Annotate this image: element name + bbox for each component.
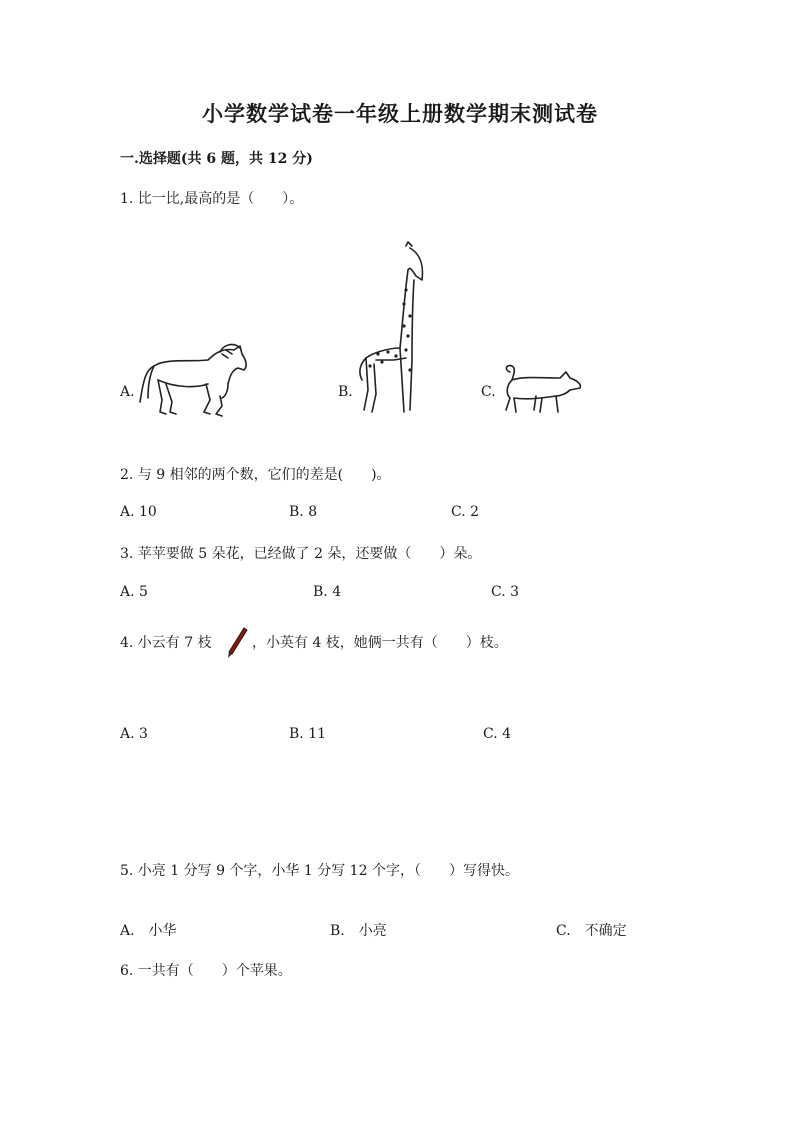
question-3-option-b: B. 4: [313, 584, 342, 600]
paper-title: 小学数学试卷一年级上册数学期末测试卷: [202, 101, 598, 126]
question-2-stem: 2. 与 9 相邻的两个数，它们的差是( )。: [120, 467, 391, 483]
question-4-stem-after: ，小英有 4 枝，她俩一共有（ ）枝。: [252, 635, 508, 651]
question-5-option-c: C. 不确定: [556, 923, 627, 939]
question-2-option-b: B. 8: [289, 504, 318, 520]
question-3-option-a: A. 5: [120, 584, 148, 600]
question-1-option-a-label: A.: [120, 384, 135, 400]
question-3-stem: 3. 苹苹要做 5 朵花，已经做了 2 朵，还要做（ ）朵。: [120, 546, 482, 562]
dog-drawing: [500, 364, 584, 420]
question-4-stem-before: 4. 小云有 7 枝: [120, 635, 212, 651]
question-4-option-a: A. 3: [120, 726, 148, 742]
question-5-stem: 5. 小亮 1 分写 9 个字，小华 1 分写 12 个字，（ ）写得快。: [120, 863, 519, 879]
pencil-icon: [224, 626, 248, 660]
question-2-option-c: C. 2: [451, 504, 480, 520]
question-2-option-a: A. 10: [120, 504, 157, 520]
question-3-option-c: C. 3: [491, 584, 520, 600]
question-1-stem: 1. 比一比,最高的是（ ）。: [120, 191, 304, 207]
question-5-option-b: B. 小亮: [330, 923, 387, 939]
question-1-option-c-label: C.: [481, 384, 496, 400]
giraffe-drawing: [354, 240, 430, 420]
question-1-option-b-label: B.: [338, 384, 353, 400]
horse-drawing: [136, 340, 254, 420]
question-4-option-c: C. 4: [483, 726, 512, 742]
question-6-stem: 6. 一共有（ ）个苹果。: [120, 963, 292, 979]
question-4-option-b: B. 11: [289, 726, 327, 742]
question-5-option-a: A. 小华: [120, 923, 177, 939]
section-heading: 一.选择题(共 6 题，共 12 分): [120, 151, 313, 167]
